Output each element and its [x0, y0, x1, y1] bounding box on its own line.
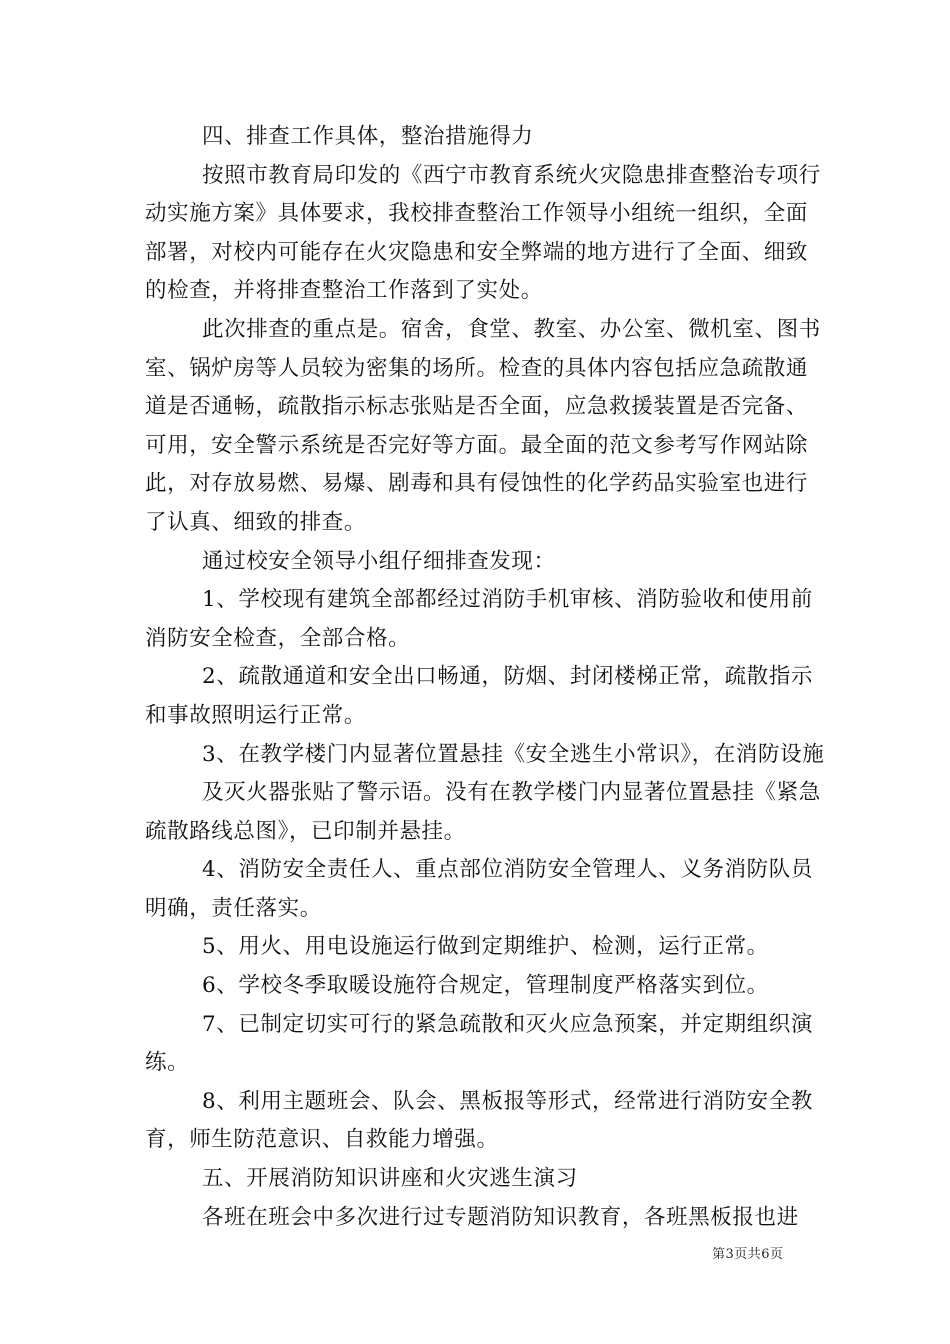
section-heading-5: 五、开展消防知识讲座和火灾逃生演习: [202, 1166, 578, 1192]
list-item: 8、利用主题班会、队会、黑板报等形式，经常进行消防安全教育，师生防范意识、自救能力增强。: [145, 1088, 813, 1153]
paragraph: 通过校安全领导小组仔细排查发现：: [202, 548, 556, 574]
page-number-footer: 第3页共6页: [712, 1247, 784, 1262]
list-item: 3、在教学楼门内显著位置悬挂《安全逃生小常识》，在消防设施: [202, 741, 825, 767]
paragraph: 及灭火器张贴了警示语。没有在教学楼门内显著位置悬挂《紧急疏散路线总图》，已印制并悬挂。: [145, 780, 821, 844]
list-item: 6、学校冬季取暖设施符合规定，管理制度严格落实到位。: [202, 973, 769, 999]
paragraph: 此次排查的重点是。宿舍，食堂、教室、办公室、微机室、图书室、锅炉房等人员较为密集的场所。检查的具体内容包括应急疏散通道是否通畅，疏散指示标志张贴是否全面，应急救援装置是否完备、可用，安全警示系统是否完好等方面。最全面的范文参考写作网站除此，对存放易燃、易爆、剧毒和具有侵蚀性的化学药品实验室也进行了认真、细致的排查。: [145, 316, 821, 535]
list-item: 2、疏散通道和安全出口畅通，防烟、封闭楼梯正常，疏散指示和事故照明运行正常。: [145, 664, 813, 728]
paragraph: 按照市教育局印发的《西宁市教育系统火灾隐患排查整治专项行动实施方案》具体要求，我校排查整治工作领导小组统一组织，全面部署，对校内可能存在火灾隐患和安全弊端的地方进行了全面、细致的检查，并将排查整治工作落到了实处。: [145, 162, 821, 304]
paragraph: 各班在班会中多次进行过专题消防知识教育，各班黑板报也进: [202, 1204, 799, 1230]
list-item: 5、用火、用电设施运行做到定期维护、检测，运行正常。: [202, 934, 769, 960]
list-item: 7、已制定切实可行的紧急疏散和灭火应急预案，并定期组织演练。: [145, 1011, 813, 1076]
section-heading-4: 四、排查工作具体，整治措施得力: [202, 124, 534, 149]
list-item: 1、学校现有建筑全部都经过消防手机审核、消防验收和使用前消防安全检查，全部合格。: [145, 587, 813, 651]
document-body: [145, 118, 825, 1237]
list-item: 4、消防安全责任人、重点部位消防安全管理人、义务消防队员明确，责任落实。: [145, 857, 813, 921]
